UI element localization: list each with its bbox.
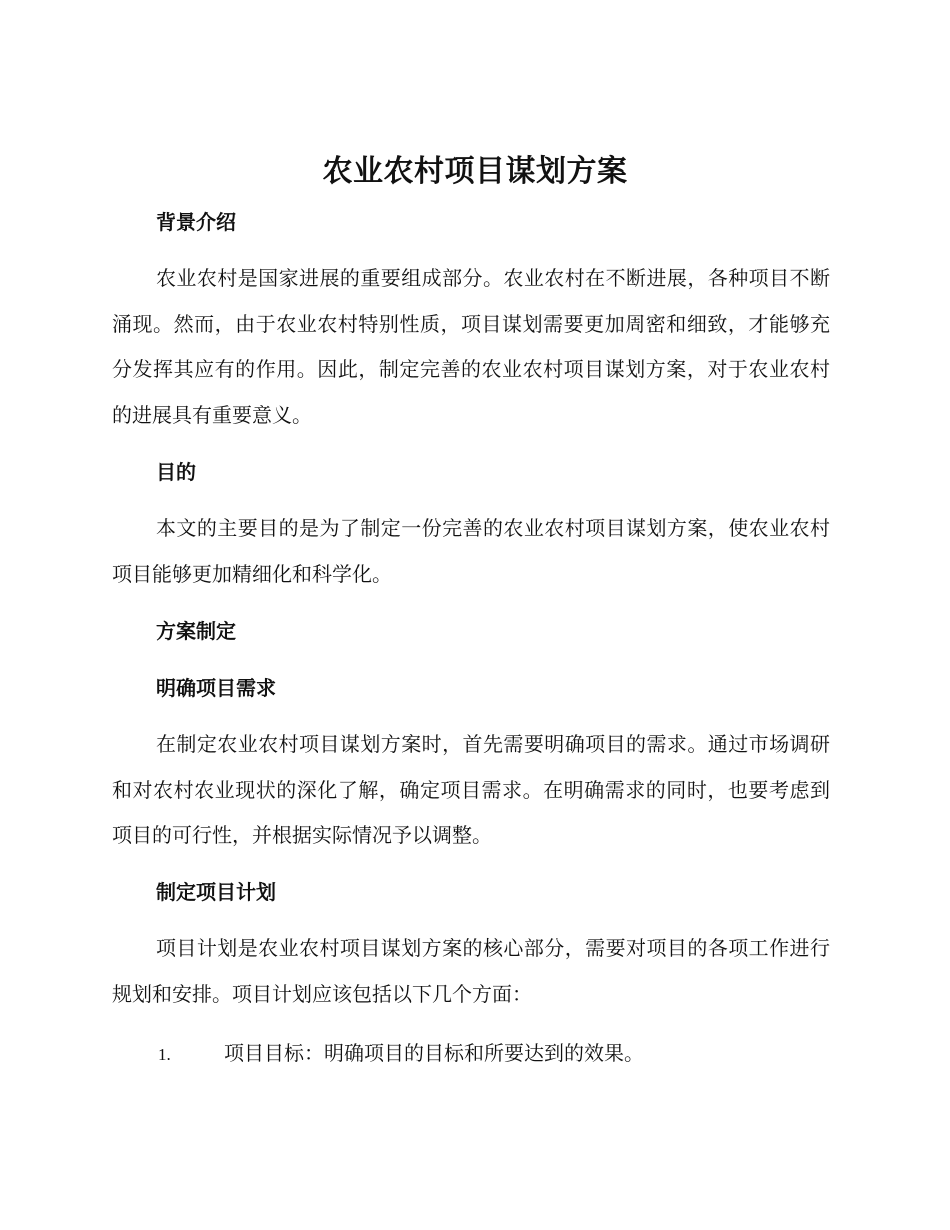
list-item-text: 项目目标：明确项目的目标和所要达到的效果。 (224, 1041, 644, 1065)
document-title: 农业农村项目谋划方案 (322, 154, 628, 189)
heading-purpose: 目的 (156, 460, 196, 484)
list-item (158, 1037, 644, 1071)
paragraph-background: 农业农村是国家进展的重要组成部分。农业农村在不断进展，各种项目不断涌现。然而，由于农业农村特别性质，项目谋划需要更加周密和细致，才能够充分发挥其应有的作用。因此，制定完善的农业农村项目谋划方案，对于农业农村的进展具有重要意义。 (112, 266, 830, 427)
paragraph-purpose: 本文的主要目的是为了制定一份完善的农业农村项目谋划方案，使农业农村项目能够更加精细化和科学化。 (112, 516, 830, 586)
paragraph-project-plan: 项目计划是农业农村项目谋划方案的核心部分，需要对项目的各项工作进行规划和安排。项目计划应该包括以下几个方面： (112, 936, 830, 1006)
heading-background: 背景介绍 (156, 210, 236, 234)
paragraph-requirements: 在制定农业农村项目谋划方案时，首先需要明确项目的需求。通过市场调研和对农村农业现状的深化了解，确定项目需求。在明确需求的同时，也要考虑到项目的可行性，并根据实际情况予以调整。 (112, 732, 830, 847)
heading-plan: 方案制定 (156, 619, 236, 643)
heading-project-plan: 制定项目计划 (156, 880, 276, 904)
list-item-number: 1. (158, 1045, 171, 1064)
heading-requirements: 明确项目需求 (156, 676, 276, 700)
